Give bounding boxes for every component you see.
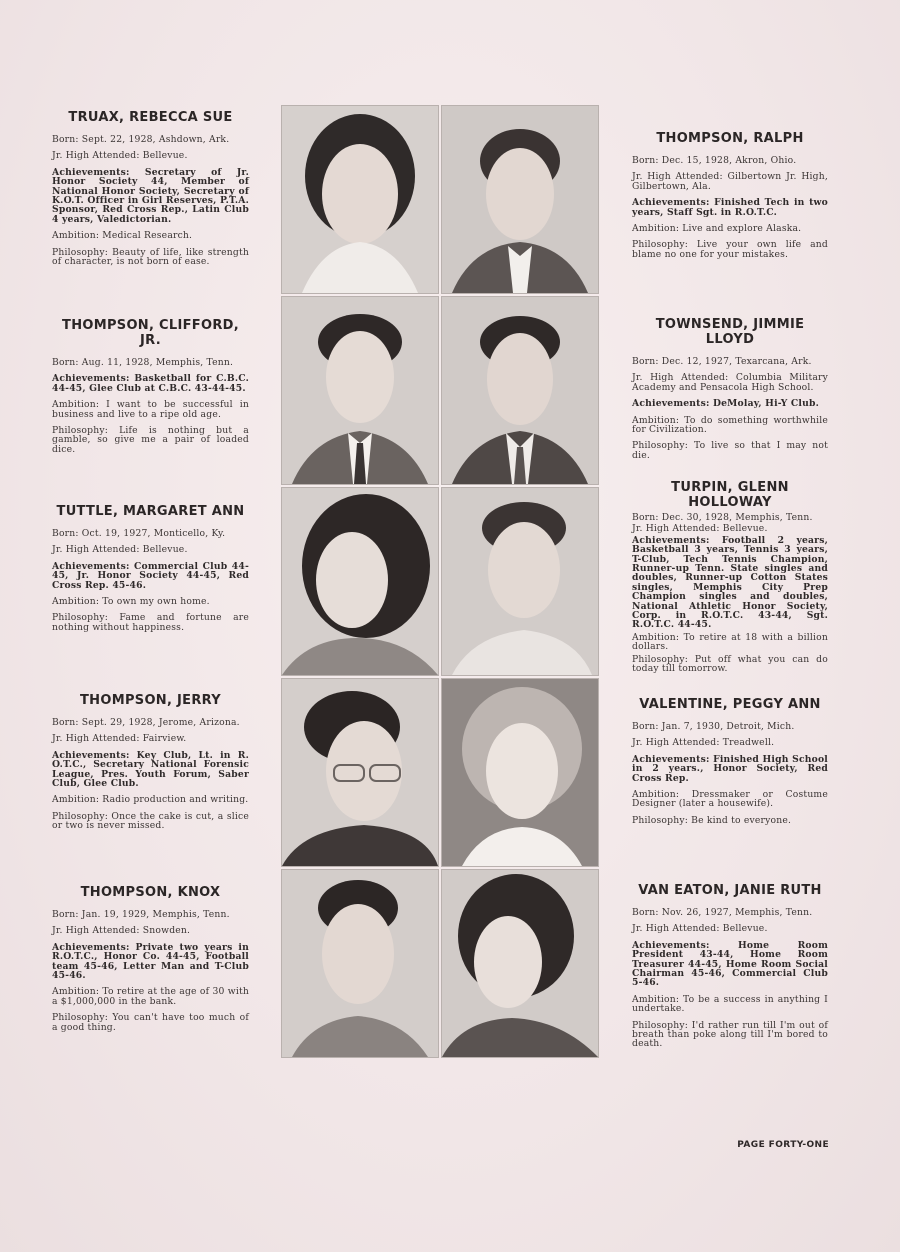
student-name: VAN EATON, JANIE RUTH — [638, 883, 822, 898]
achievements: Achievements: Basketball for C.B.C. 44-45, Glee Club at C.B.C. 43-44-45. — [52, 373, 249, 394]
achievements: Achievements: Secretary of Jr. Honor Society 44, Member of National Honor Society, Secretary of K.O.T. Officer in Girl Reserves, P.T.A. Sponsor, Red Cross Rep., Latin Club 4 years, Valedictorian. — [52, 166, 249, 225]
ambition: Ambition: To own my own home. — [52, 596, 210, 608]
student-name: THOMPSON, KNOX — [80, 885, 221, 900]
portrait-photo-thompson-ralph — [441, 105, 599, 294]
page-number: PAGE FORTY-ONE — [737, 1140, 829, 1150]
born-line: Born: Jan. 19, 1929, Memphis, Tenn. — [52, 909, 230, 920]
entry-townsend — [632, 317, 828, 467]
entry-turpin — [632, 480, 828, 681]
entry-truax — [52, 110, 249, 273]
jr-high-line: Jr. High Attended: Snowden. — [52, 925, 191, 937]
achievements: Achievements: Football 2 years, Basketball 3 years, Tennis 3 years, T-Club, Tech Tennis Champion, Runner-up Tenn. State singles and doubles, Runner-up Cotton States singles, Memphis City Prep Champion singles and doubles, National Athletic Honor Society, Corp. in R.O.T.C. 43-44, Sgt. R.O.T.C. 44-45. — [632, 534, 828, 631]
jr-high-line: Jr. High Attended: Treadwell. — [632, 737, 775, 749]
student-name: THOMPSON, RALPH — [656, 131, 804, 146]
ambition: Ambition: Live and explore Alaska. — [632, 223, 802, 235]
jr-high-line: Jr. High Attended: Bellevue. — [52, 150, 188, 162]
born-line: Born: Nov. 26, 1927, Memphis, Tenn. — [632, 907, 813, 918]
portrait-photo-thompson-clifford — [281, 296, 439, 485]
entry-thompson-jerry — [52, 693, 249, 838]
philosophy: Philosophy: To live so that I may not die. — [632, 440, 828, 461]
ambition: Ambition: To retire at 18 with a billion dollars. — [632, 631, 828, 653]
achievements: Achievements: Key Club, Lt. in R. O.T.C., Secretary National Forensic League, Pres. Youth Forum, Saber Club, Glee Club. — [52, 749, 249, 790]
portrait-photo-van-eaton — [441, 869, 599, 1058]
portrait-photo-tuttle — [281, 487, 439, 676]
philosophy: Philosophy: Put off what you can do today till tomorrow. — [632, 653, 828, 675]
ambition: Ambition: Medical Research. — [52, 230, 193, 242]
jr-high-line: Jr. High Attended: Gilbertown Jr. High, Gilbertown, Ala. — [632, 171, 828, 192]
achievements: Achievements: Finished High School in 2 years., Honor Society, Red Cross Rep. — [632, 753, 828, 784]
portrait-photo-thompson-knox — [281, 869, 439, 1058]
born-line: Born: Sept. 29, 1928, Jerome, Arizona. — [52, 717, 240, 728]
born-line: Born: Jan. 7, 1930, Detroit, Mich. — [632, 721, 795, 732]
jr-high-line: Jr. High Attended: Columbia Military Academy and Pensacola High School. — [632, 372, 828, 393]
student-name: VALENTINE, PEGGY ANN — [639, 697, 821, 712]
student-name: TURPIN, GLENN HOLLOWAY — [671, 480, 789, 510]
jr-high-line: Jr. High Attended: Bellevue. — [52, 544, 188, 556]
ambition: Ambition: To be a success in anything I undertake. — [632, 993, 828, 1015]
entry-van-eaton — [632, 883, 828, 1056]
philosophy: Philosophy: Be kind to everyone. — [632, 814, 792, 826]
achievements: Achievements: Private two years in R.O.T.C., Honor Co. 44-45, Football team 45-46, Letter Man and T-Club 45-46. — [52, 941, 249, 982]
ambition: Ambition: Dressmaker or Costume Designer (later a housewife). — [632, 789, 828, 810]
achievements: Achievements: Finished Tech in two years, Staff Sgt. in R.O.T.C. — [632, 197, 828, 218]
philosophy: Philosophy: Once the cake is cut, a slice or two is never missed. — [52, 810, 249, 832]
jr-high-line: Jr. High Attended: Bellevue. — [632, 523, 768, 535]
born-line: Born: Dec. 12, 1927, Texarcana, Ark. — [632, 356, 812, 367]
ambition: Ambition: To do something worthwhile for Civilization. — [632, 414, 828, 436]
student-name: TOWNSEND, JIMMIE LLOYD — [655, 317, 805, 347]
portrait-photo-valentine — [441, 678, 599, 867]
philosophy: Philosophy: You can't have too much of a good thing. — [52, 1012, 249, 1033]
jr-high-line: Jr. High Attended: Bellevue. — [632, 923, 768, 935]
entry-thompson-knox — [52, 885, 249, 1039]
born-line: Born: Dec. 30, 1928, Memphis, Tenn. — [632, 512, 813, 523]
born-line: Born: Sept. 22, 1928, Ashdown, Ark. — [52, 134, 230, 145]
achievements: Achievements: Commercial Club 44-45, Jr. Honor Society 44-45, Red Cross Rep. 45-46. — [52, 560, 249, 591]
achievements: Achievements: DeMolay, Hi-Y Club. — [632, 398, 820, 410]
ambition: Ambition: Radio production and writing. — [52, 794, 249, 806]
philosophy: Philosophy: Fame and fortune are nothing without happiness. — [52, 612, 249, 633]
portrait-photo-truax — [281, 105, 439, 294]
entry-valentine — [632, 697, 828, 832]
entry-tuttle — [52, 504, 249, 639]
student-name: TUTTLE, MARGARET ANN — [56, 504, 245, 519]
born-line: Born: Dec. 15, 1928, Akron, Ohio. — [632, 155, 797, 166]
philosophy: Philosophy: Live your own life and blame no one for your mistakes. — [632, 239, 828, 260]
portrait-grid — [281, 105, 600, 1057]
born-line: Born: Oct. 19, 1927, Monticello, Ky. — [52, 528, 226, 539]
achievements: Achievements: Home Room President 43-44, Home Room Treasurer 44-45, Home Room Social Chairman 45-46, Commercial Club 5-46. — [632, 939, 828, 989]
ambition: Ambition: I want to be successful in business and live to a ripe old age. — [52, 399, 249, 420]
portrait-photo-thompson-jerry — [281, 678, 439, 867]
philosophy: Philosophy: Beauty of life, like strength of character, is not born of ease. — [52, 246, 249, 268]
entry-thompson-ralph — [632, 131, 828, 266]
philosophy: Philosophy: I'd rather run till I'm out of breath than poke along till I'm bored to death. — [632, 1019, 828, 1050]
student-name: THOMPSON, JERRY — [80, 693, 221, 708]
born-line: Born: Aug. 11, 1928, Memphis, Tenn. — [52, 357, 234, 368]
student-name: THOMPSON, CLIFFORD, JR. — [62, 318, 239, 348]
portrait-photo-turpin — [441, 487, 599, 676]
ambition: Ambition: To retire at the age of 30 with a $1,000,000 in the bank. — [52, 986, 249, 1007]
jr-high-line: Jr. High Attended: Fairview. — [52, 733, 187, 745]
student-name: TRUAX, REBECCA SUE — [68, 110, 233, 125]
entry-thompson-clifford — [52, 318, 249, 461]
philosophy: Philosophy: Life is nothing but a gamble, so give me a pair of loaded dice. — [52, 425, 249, 455]
portrait-photo-townsend — [441, 296, 599, 485]
